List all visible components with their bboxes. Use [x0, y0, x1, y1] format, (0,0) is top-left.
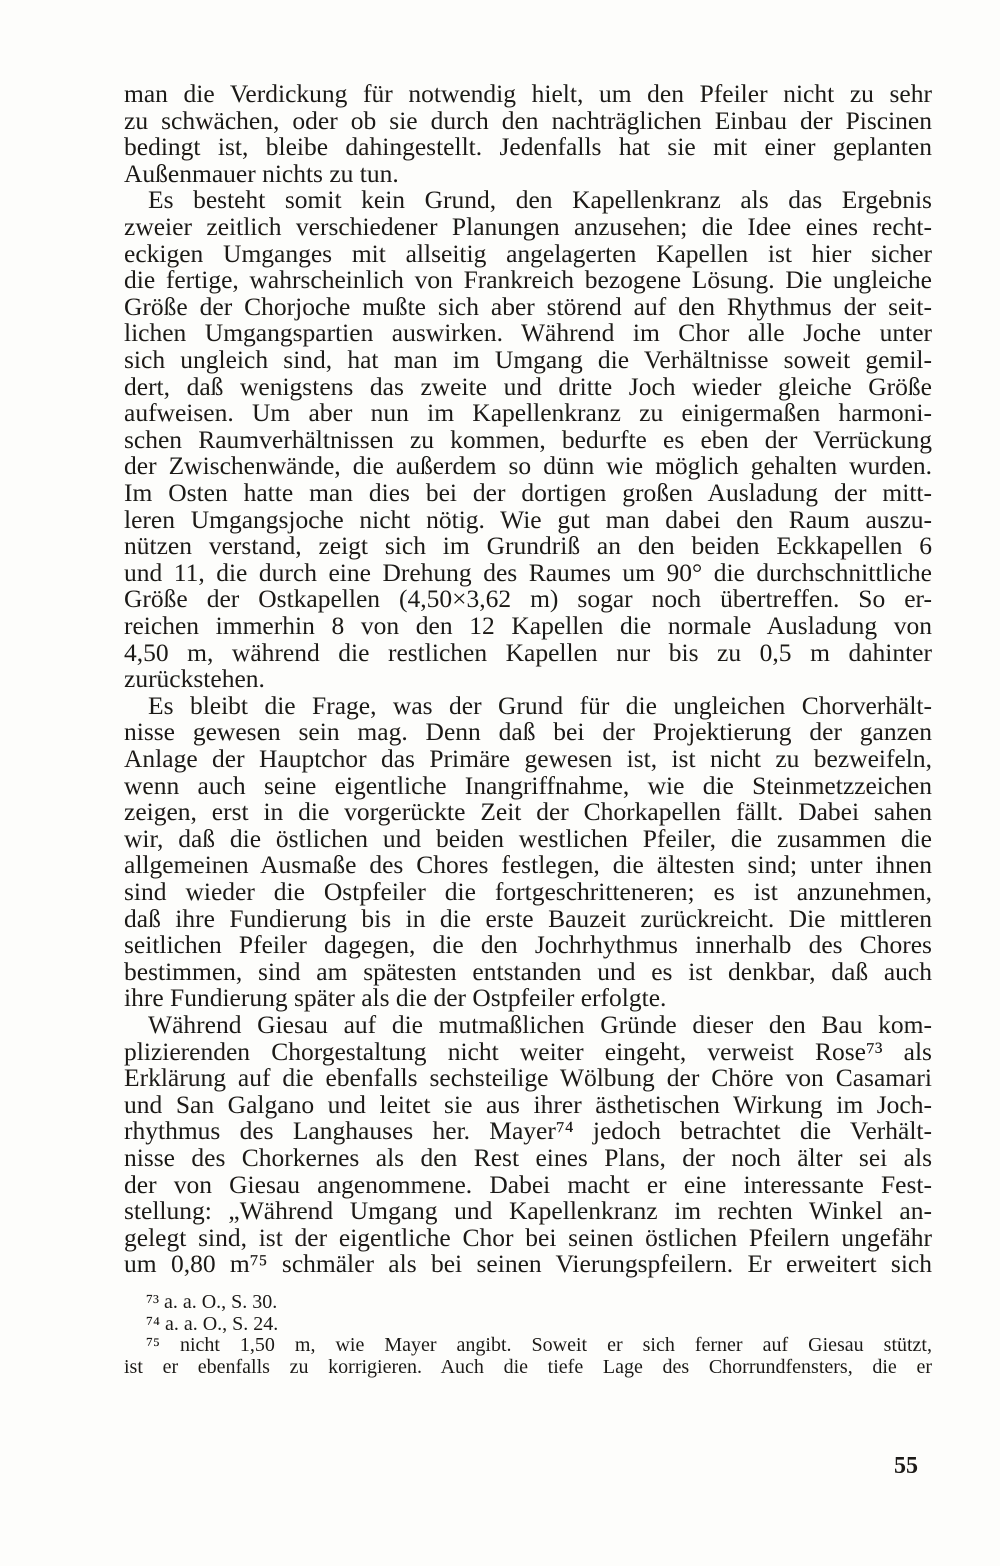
body-line: um 0,80 m⁷⁵ schmäler als bei seinen Vierungspfeilern. Er erweitert sich: [124, 1249, 932, 1279]
body-line: gelegt sind, ist der eigentliche Chor bei seinen östlichen Pfeilern ungefähr: [124, 1222, 932, 1252]
body-line: plizierenden Chorgestaltung nicht weiter eingeht, verweist Rose⁷³ als: [124, 1036, 932, 1066]
body-line: stellung: „Während Umgang und Kapellenkranz im rechten Winkel an-: [124, 1196, 932, 1226]
body-line: Größe der Chorjoche mußte sich aber störend auf den Rhythmus der seit-: [124, 291, 932, 321]
page-number: 55: [894, 1453, 918, 1479]
body-line: schen Raumverhältnissen zu kommen, bedurfte es eben der Verrückung: [124, 424, 932, 454]
footnote-75: ⁷⁵ nicht 1,50 m, wie Mayer angibt. Soweit er sich ferner auf Giesau stützt,: [146, 1334, 932, 1356]
body-line: nisse gewesen sein mag. Denn daß bei der Projektierung der ganzen: [124, 717, 932, 747]
body-line: ihre Fundierung später als die der Ostpfeiler erfolgte.: [124, 983, 667, 1013]
body-line: zurückstehen.: [124, 664, 265, 694]
body-line: Während Giesau auf die mutmaßlichen Gründe dieser den Bau kom-: [148, 1010, 932, 1039]
body-line: bestimmen, sind am spätesten entstanden und es ist denkbar, daß auch: [124, 956, 932, 986]
body-line: wenn auch seine eigentliche Inangriffnahme, wie die Steinmetzzeichen: [124, 770, 932, 800]
body-line: zu schwächen, oder ob sie durch den nachträglichen Einbau der Piscinen: [124, 105, 932, 135]
body-line: Es besteht somit kein Grund, den Kapellenkranz als das Ergebnis: [148, 185, 932, 215]
body-line: und 11, die durch eine Drehung des Raumes um 90° die durchschnittliche: [124, 557, 932, 587]
footnote-75-continued: ist er ebenfalls zu korrigieren. Auch die tiefe Lage des Chorrundfensters, die er: [124, 1355, 932, 1378]
body-line: zweier zeitlich verschiedener Planungen anzusehen; die Idee eines recht-: [124, 212, 932, 241]
body-line: dert, daß wenigstens das zweite und dritte Joch wieder gleiche Größe: [124, 371, 932, 401]
body-line: Anlage der Hauptchor das Primäre gewesen ist, ist nicht zu bezweifeln,: [124, 744, 932, 773]
body-line: lichen Umgangspartien auswirken. Während im Chor alle Joche unter: [124, 318, 932, 348]
body-line: aufweisen. Um aber nun im Kapellenkranz zu einigermaßen harmoni-: [124, 398, 932, 428]
body-line: der von Giesau angenommene. Dabei macht er eine interessante Fest-: [124, 1169, 932, 1199]
body-line: der Zwischenwände, die außerdem so dünn wie möglich gehalten wurden.: [124, 451, 932, 481]
body-line: sich ungleich sind, hat man im Umgang die Verhältnisse soweit gemil-: [124, 345, 932, 374]
body-line: eckigen Umganges mit allseitig angelagerten Kapellen ist hier sicher: [124, 238, 932, 268]
body-line: nützen verstand, zeigt sich im Grundriß an den beiden Eckkapellen 6: [124, 531, 932, 561]
body-line: Größe der Ostkapellen (4,50×3,62 m) sogar noch übertreffen. So er-: [124, 584, 932, 614]
body-line: bedingt ist, bleibe dahingestellt. Jedenfalls hat sie mit einer geplanten: [124, 132, 932, 162]
body-line: Es bleibt die Frage, was der Grund für die ungleichen Chorverhält-: [148, 690, 932, 720]
body-line: rhythmus des Langhauses her. Mayer⁷⁴ jedoch betrachtet die Verhält-: [124, 1116, 932, 1146]
body-line: Im Osten hatte man dies bei der dortigen großen Ausladung der mitt-: [124, 478, 932, 507]
body-line: man die Verdickung für notwendig hielt, um den Pfeiler nicht zu sehr: [124, 79, 932, 108]
body-line: sind wieder die Ostpfeiler die fortgeschritteneren; es ist anzunehmen,: [124, 877, 932, 906]
body-line: nisse des Chorkernes als den Rest eines Plans, der noch älter sei als: [124, 1143, 932, 1172]
body-line: allgemeinen Ausmaße des Chores festlegen, die ältesten sind; unter ihnen: [124, 850, 932, 880]
body-line: 4,50 m, während die restlichen Kapellen nur bis zu 0,5 m dahinter: [124, 637, 932, 667]
body-line: die fertige, wahrscheinlich von Frankreich bezogene Lösung. Die ungleiche: [124, 265, 932, 295]
body-line: und San Galgano und leitet sie aus ihrer ästhetischen Wirkung im Joch-: [124, 1089, 932, 1119]
footnote-73: ⁷³ a. a. O., S. 30.: [146, 1291, 278, 1313]
body-line: daß ihre Fundierung bis in die erste Bauzeit zurückreicht. Die mittleren: [124, 903, 932, 933]
body-line: leren Umgangsjoche nicht nötig. Wie gut man dabei den Raum auszu-: [124, 504, 932, 534]
body-line: Außenmauer nichts zu tun.: [124, 158, 399, 188]
body-line: seitlichen Pfeiler dagegen, die den Jochrhythmus innerhalb des Chores: [124, 930, 932, 960]
body-line: reichen immerhin 8 von den 12 Kapellen die normale Ausladung von: [124, 611, 932, 640]
body-line: wir, daß die östlichen und beiden westlichen Pfeiler, die zusammen die: [124, 823, 932, 853]
body-line: Erklärung auf die ebenfalls sechsteilige Wölbung der Chöre von Casamari: [124, 1063, 932, 1093]
body-line: zeigen, erst in die vorgerückte Zeit der Chorkapellen fällt. Dabei sahen: [124, 797, 932, 827]
footnote-74: ⁷⁴ a. a. O., S. 24.: [146, 1312, 279, 1335]
